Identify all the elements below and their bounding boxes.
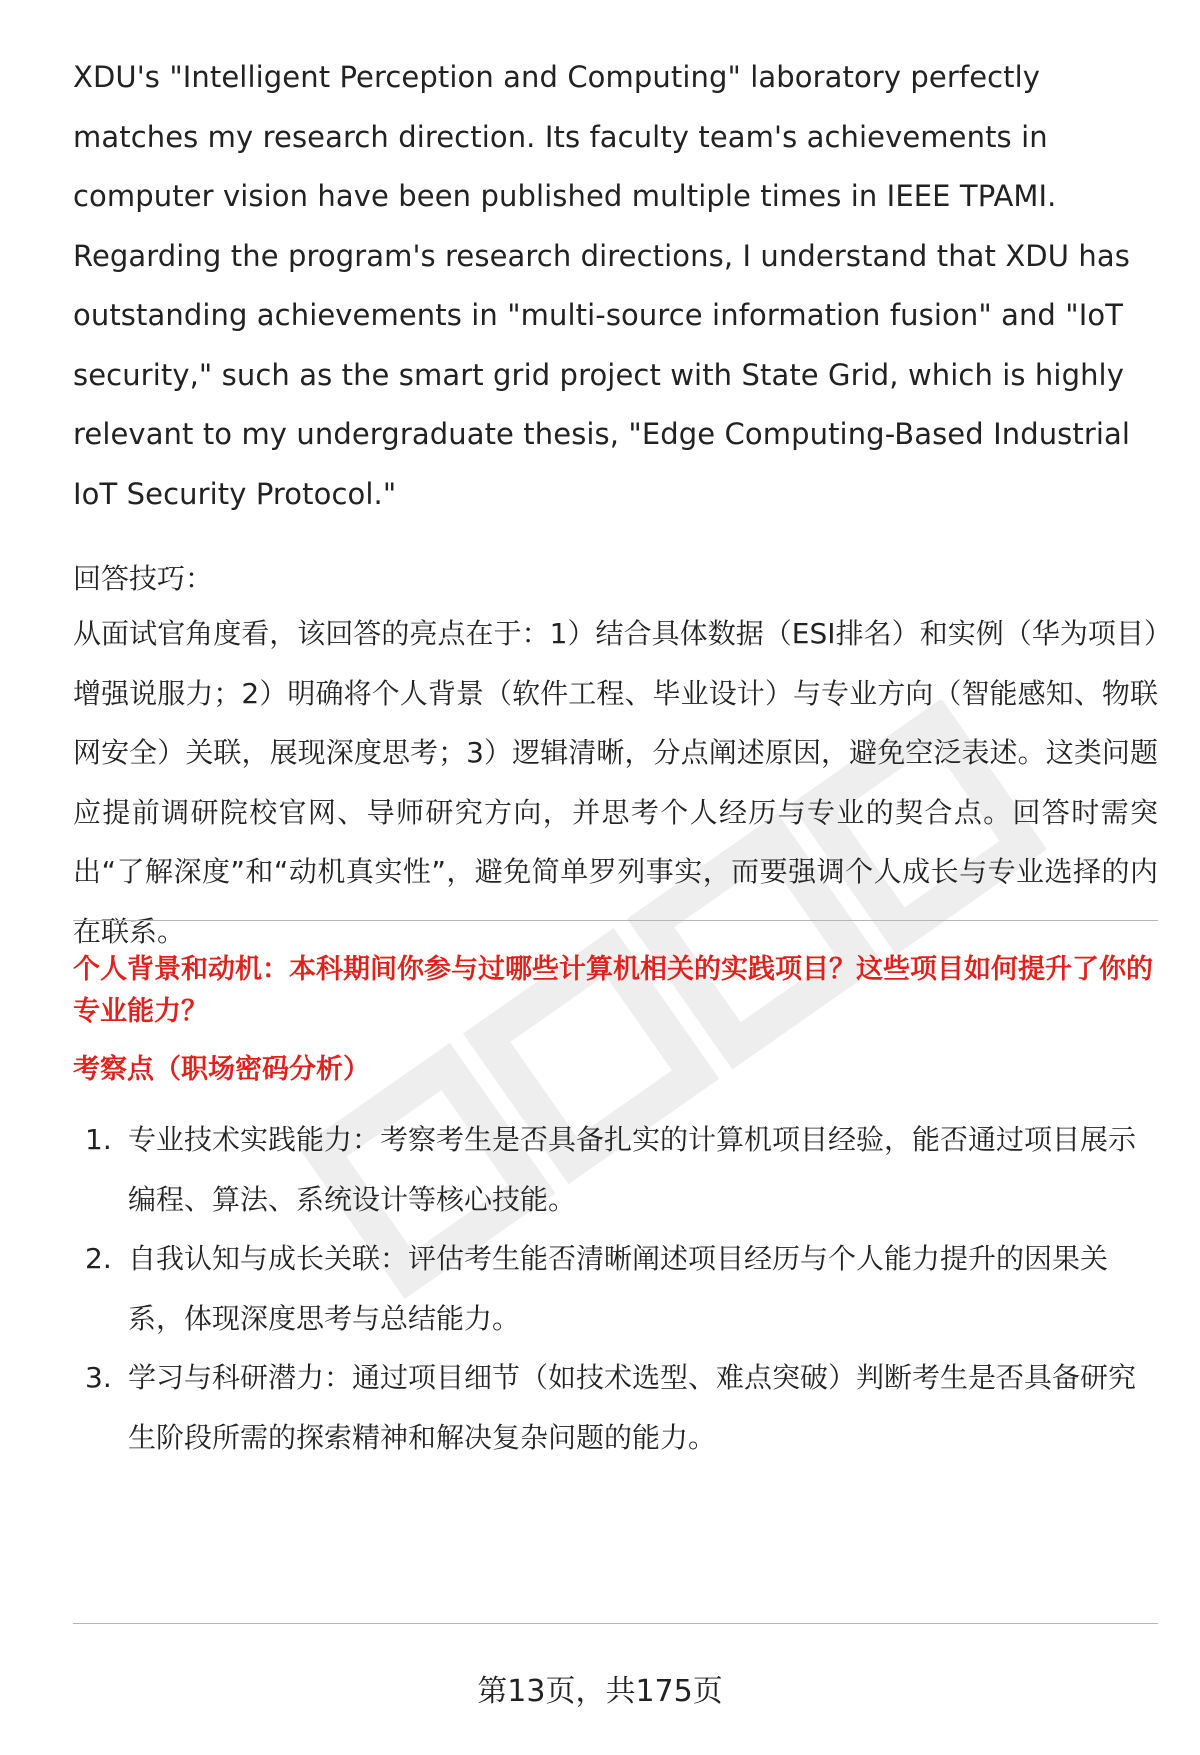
list-item-text: 自我认知与成长关联：评估考生能否清晰阐述项目经历与个人能力提升的因果关系，体现深度思考与总结能力。 (128, 1242, 1109, 1335)
question-heading: 个人背景和动机：本科期间你参与过哪些计算机相关的实践项目？这些项目如何提升了你的专业能力？ (73, 954, 1153, 1027)
list-item-text: 专业技术实践能力：考察考生是否具备扎实的计算机项目经验，能否通过项目展示编程、算法、系统设计等核心技能。 (128, 1123, 1137, 1216)
page-number-footer: 第13页，共175页 (477, 1674, 723, 1709)
document-page (73, 48, 1158, 1454)
list-item (73, 1348, 1158, 1467)
list-item-number: 2. (85, 1242, 112, 1275)
focus-heading: 考察点（职场密码分析） (73, 1054, 370, 1085)
section-divider-bottom (73, 1623, 1158, 1624)
tips-body: 从面试官角度看，该回答的亮点在于：1）结合具体数据（ESI排名）和实例（华为项目）增强说服力；2）明确将个人背景（软件工程、毕业设计）与专业方向（智能感知、物联网安全）关联，展现深度思考；3）逻辑清晰，分点阐述原因，避免空泛表述。这类问题应提前调研院校官网、导师研究方向，并思考个人经历与专业的契合点。回答时需突出“了解深度”和“动机真实性”，避免简单罗列事实，而要强调个人成长与专业选择的内在联系。 (73, 617, 1158, 948)
intro-paragraph: XDU's "Intelligent Perception and Computing" laboratory perfectly matches my research direction. Its faculty team's achievements in computer vision have been published multiple times in IEEE TPAMI. Regarding the program's research directions, I understand that XDU has outstanding achievements in "multi-source information fusion" and "IoT security," such as the smart grid project with State Grid, which is highly relevant to my undergraduate thesis, "Edge Computing-Based Industrial IoT Security Protocol." (73, 60, 1131, 511)
list-item (73, 1229, 1158, 1348)
section-divider-top (73, 920, 1158, 921)
list-item-number: 3. (85, 1361, 112, 1394)
focus-points-list (73, 1110, 1158, 1467)
tips-heading: 回答技巧： (73, 562, 214, 595)
list-item-number: 1. (85, 1123, 112, 1156)
list-item (73, 1110, 1158, 1229)
list-item-text: 学习与科研潜力：通过项目细节（如技术选型、难点突破）判断考生是否具备研究生阶段所需的探索精神和解决复杂问题的能力。 (128, 1361, 1137, 1454)
